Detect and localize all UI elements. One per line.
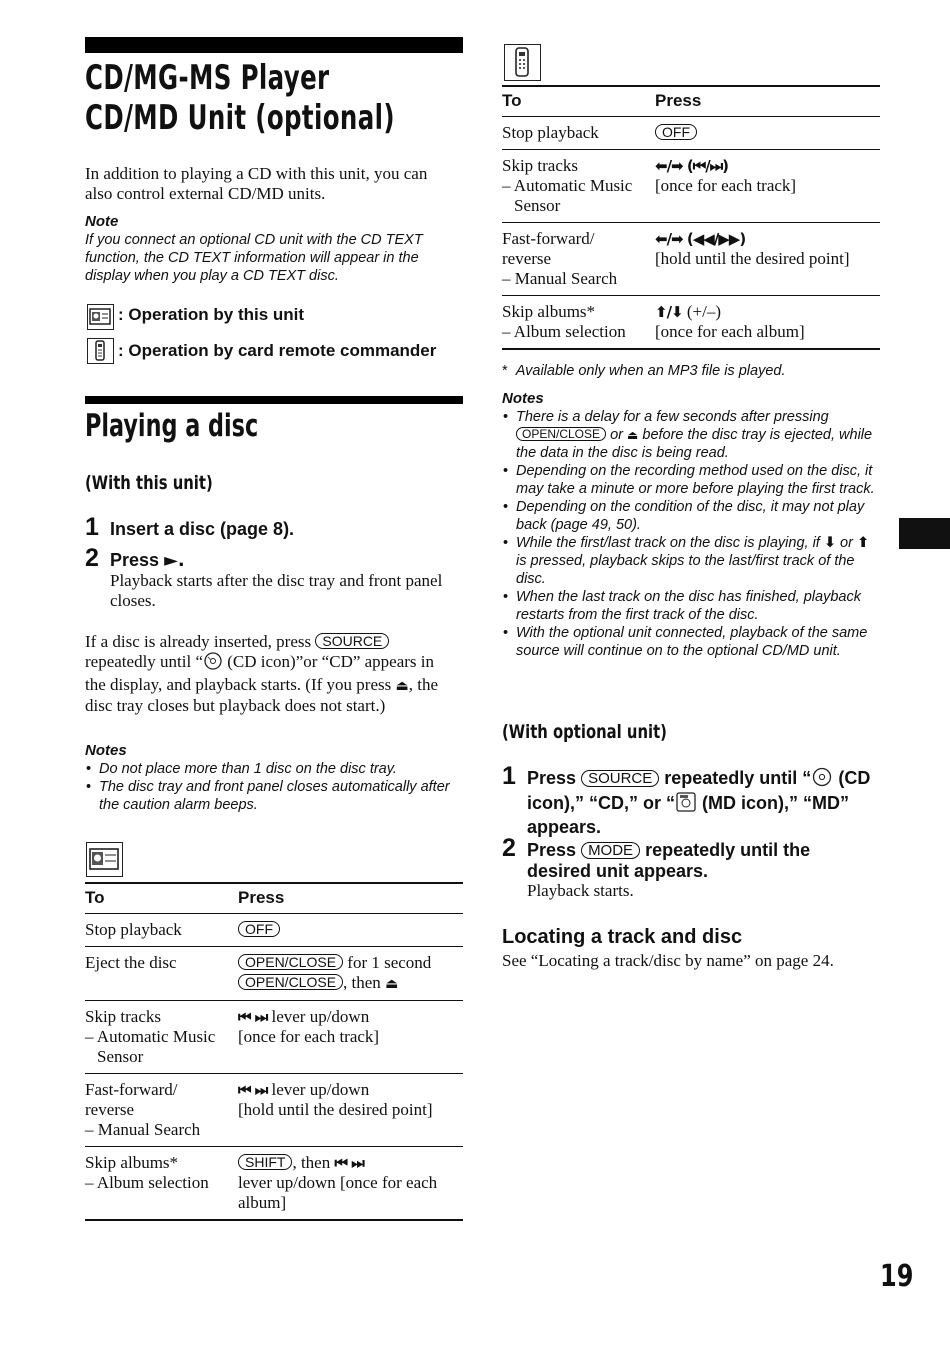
note-item: • Depending on the condition of the disc, it may not play back (page 49, 50). [502, 498, 880, 534]
row-skip-tracks-sub: – Automatic Music Sensor [85, 1027, 216, 1066]
source-key: SOURCE [315, 633, 389, 649]
ff-press: lever up/down [271, 1080, 370, 1099]
notes-title-right: Notes [502, 390, 544, 407]
ff-press2: [hold until the desired point] [238, 1100, 433, 1119]
rstep2-b: repeatedly until the desired unit appears. [527, 840, 811, 881]
row-albums-sub: – Album selection [85, 1173, 209, 1192]
albums-press2: [once for each album] [655, 322, 805, 341]
rstep2-number: 2 [502, 834, 516, 862]
rstep1-number: 1 [502, 762, 516, 790]
note-text: While the first/last track on the disc is playing, if [516, 535, 820, 551]
rstep1-b: repeatedly until “ [664, 768, 812, 788]
col-press: Press [655, 86, 880, 117]
rstep1-a: Press [527, 768, 577, 788]
legend-remote: : Operation by card remote commander [118, 341, 437, 360]
notes-list [85, 760, 457, 814]
rstep2-desc: Playback starts. [527, 881, 634, 900]
source-key: SOURCE [581, 770, 659, 787]
note-text: or [840, 535, 853, 551]
row-albums: Skip albums* [85, 1153, 179, 1172]
section-tab-marker [899, 518, 950, 549]
albums-then: , then [292, 1153, 331, 1172]
eject-icon: ⏏ [385, 976, 399, 992]
cd-icon [811, 767, 833, 792]
play-icon: ►. [164, 550, 185, 571]
col-to: To [502, 86, 655, 117]
open-close-key: OPEN/CLOSE [516, 427, 606, 441]
note-text: There is a delay for a few seconds after pressing [516, 409, 829, 425]
row-albums: Skip albums* [502, 302, 596, 321]
skip-press2: [once for each track] [655, 176, 797, 195]
locate-text: See “Locating a track/disc by name” on page 24. [502, 951, 834, 970]
page-title-line2: CD/MD Unit (optional) [85, 98, 395, 138]
section-title: Playing a disc [85, 408, 259, 444]
ff-press2: [hold until the desired point] [655, 249, 850, 268]
footnote-text: Available only when an MP3 file is played. [515, 363, 786, 379]
down-arrow-icon: ⬇ [823, 535, 837, 551]
left-right-arrow-icon: ⬅/➡ (⏮/⏭) [655, 157, 729, 175]
inserted-paragraph [85, 632, 455, 716]
off-key: OFF [655, 124, 697, 140]
row-skip-tracks-sub: – Automatic Music Sensor [502, 176, 633, 215]
row-stop: Stop playback [85, 914, 238, 947]
eject-for: for 1 second [347, 953, 432, 972]
prev-next-icon: ⏮ ⏭ [334, 1154, 364, 1172]
note-text: before the disc tray is ejected, while the data in the disc is being read. [516, 427, 873, 461]
note-item [502, 534, 880, 588]
page-title-line1: CD/MG-MS Player [85, 58, 330, 98]
eject-icon: ⏏ [395, 678, 409, 694]
left-right-arrow-icon: ⬅/➡ (◀◀/▶▶) [655, 230, 746, 248]
unit-operations-table [85, 882, 463, 1221]
row-stop: Stop playback [502, 117, 655, 150]
row-ff-sub: – Manual Search [502, 269, 618, 288]
step2-number: 2 [85, 544, 99, 572]
intro-paragraph: In addition to playing a CD with this unit, you can also control external CD/MD units. [85, 164, 428, 203]
note-item: • With the optional unit connected, playback of the same source will continue on to the optional CD/MD unit. [502, 624, 880, 660]
md-icon [675, 792, 697, 817]
remote-operations-table [502, 85, 880, 350]
col-to: To [85, 883, 238, 914]
row-eject: Eject the disc [85, 947, 238, 1001]
skip-press2: [once for each track] [238, 1027, 380, 1046]
row-albums-sub: – Album selection [502, 322, 626, 341]
note-title: Note [85, 213, 119, 230]
rstep2-a: Press [527, 840, 577, 860]
eject-icon: ⏏ [627, 428, 639, 442]
note-text: If you connect an optional CD unit with the CD TEXT function, the CD TEXT information will appear in the display when you play a CD TEXT disc. [85, 232, 423, 284]
albums-pm: (+/–) [686, 302, 722, 321]
rstep1-d: (MD icon),” “MD” appears. [527, 793, 849, 837]
rstep2-text [527, 840, 877, 882]
note-text: is pressed, playback skips to the last/first track of the disc. [516, 553, 855, 587]
footnote: * Available only when an MP3 file is played. [502, 363, 786, 379]
col-press: Press [238, 883, 463, 914]
off-key: OFF [238, 921, 280, 937]
rstep1-c: (CD icon),” “CD,” or “ [527, 768, 871, 813]
step2-desc: Playback starts after the disc tray and front panel closes. [110, 571, 443, 610]
subsection-title: (With this unit) [85, 472, 213, 494]
remote-table-icon [504, 44, 541, 81]
legend-unit: : Operation by this unit [118, 305, 305, 324]
note-item: • Depending on the recording method used on the disc, it may take a minute or more before playing the first track. [502, 462, 880, 498]
mode-key: MODE [581, 842, 640, 859]
prev-next-icon: ⏮ ⏭ [238, 1081, 268, 1099]
step2-label: Press [110, 550, 160, 570]
step2-text [110, 550, 185, 571]
para-d: , the disc tray closes but playback does not start.) [85, 675, 438, 715]
row-ff: Fast-forward/ reverse [85, 1080, 178, 1119]
shift-key: SHIFT [238, 1154, 292, 1170]
note-item: • Do not place more than 1 disc on the disc tray. [85, 760, 457, 778]
subsection-title-right: (With optional unit) [502, 721, 667, 743]
row-skip-tracks: Skip tracks [85, 1007, 162, 1026]
remote-icon [87, 338, 114, 364]
unit-icon [87, 304, 114, 330]
row-skip-tracks: Skip tracks [502, 156, 579, 175]
rstep1-text [527, 767, 877, 838]
row-ff-sub: – Manual Search [85, 1120, 201, 1139]
open-close-key: OPEN/CLOSE [238, 974, 343, 990]
note-text: or [610, 427, 623, 443]
note-item: • When the last track on the disc has finished, playback restarts from the first track of the disc. [502, 588, 880, 624]
page-number: 19 [880, 1259, 914, 1294]
step1-number: 1 [85, 513, 99, 541]
para-c: (CD icon)”or “CD” appears in the display, and playback starts. (If you press [85, 652, 435, 694]
unit-table-icon [86, 842, 123, 877]
step1-text: Insert a disc (page 8). [110, 519, 295, 539]
up-arrow-icon: ⬆ [856, 535, 870, 551]
locate-title: Locating a track and disc [502, 926, 743, 948]
row-ff: Fast-forward/ reverse [502, 229, 595, 268]
notes-list-right [502, 408, 880, 660]
albums-press: lever up/down [once for each album] [238, 1173, 438, 1212]
open-close-key: OPEN/CLOSE [238, 954, 343, 970]
note-item: • The disc tray and front panel closes automatically after the caution alarm beeps. [85, 778, 457, 814]
notes-title: Notes [85, 742, 127, 759]
para-a: If a disc is already inserted, press [85, 632, 312, 651]
section-rule [85, 396, 463, 404]
skip-press: lever up/down [271, 1007, 370, 1026]
note-item [502, 408, 880, 462]
para-b: repeatedly until “ [85, 652, 204, 671]
up-down-arrow-icon: ⬆/⬇ [655, 303, 683, 321]
prev-next-icon: ⏮ ⏭ [238, 1008, 268, 1026]
cd-icon [203, 652, 223, 675]
title-bar [85, 37, 463, 53]
eject-then: , then [343, 973, 381, 992]
